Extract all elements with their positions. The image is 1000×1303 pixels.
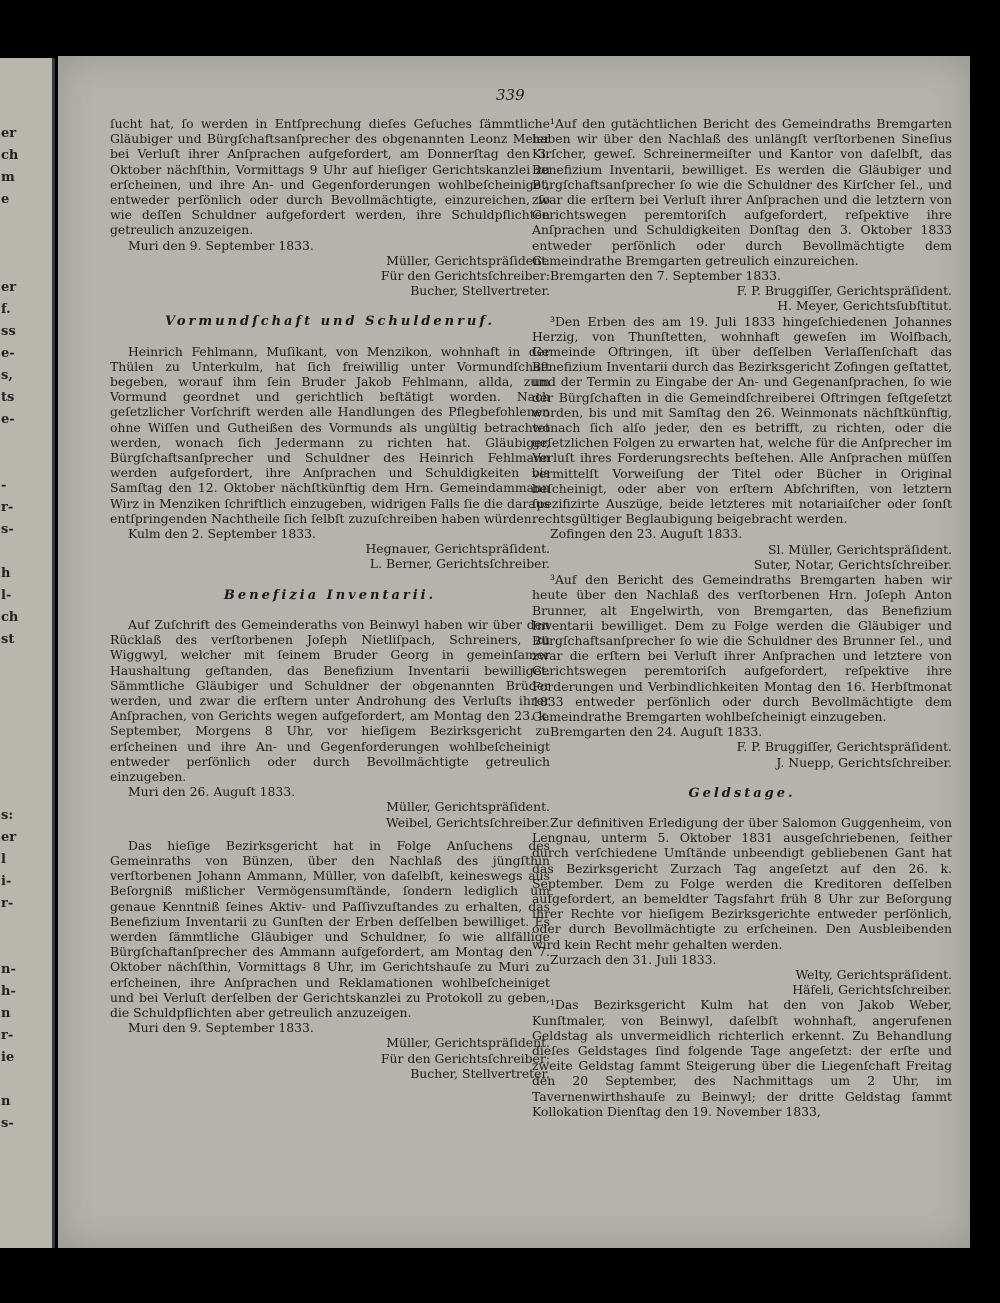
previous-page-fragment: l- (1, 588, 12, 603)
signature: Häfeli, Gerichtsſchreiber. (792, 982, 952, 998)
signature-block (532, 283, 952, 313)
signature-block (532, 967, 952, 997)
section-heading: Benefizia Inventarii. (223, 587, 437, 603)
previous-page-fragment: ts (1, 390, 15, 405)
previous-page-fragment: l (1, 852, 6, 867)
previous-page-fragment: e- (1, 412, 15, 427)
dateline: Bremgarten den 7. September 1833. (550, 268, 781, 284)
previous-page-fragment: r- (1, 500, 14, 515)
previous-page-fragment: er (1, 280, 17, 295)
notice-text: Das hieſige Bezirksgericht hat in Folge Anſuchens des Gemeinraths von Bünzen, über den Nachlaß des jüngſthin verſtorbenen Johann Ammann, Müller, von daſelbſt, keineswegs aus Beſorgniß mißlicher Vermögensumſtände, ſondern lediglich um genaue Kenntniß ſeines Aktiv- und Paſſivzuſtandes zu erhalten, das Benefizium Inventarii zu Gunſten der Erben deſſelben bewilliget. Es werden ſämmtliche Gläubiger und Schuldner, ſo wie allfällige Bürgſchaftanſprecher des Ammann aufgefordert, am Montag den 7. Oktober nächſthin, Vormittags 8 Uhr, im Gerichtshauſe zu Muri zu erſcheinen, ihre Anſprachen und Reklamationen wohlbeſcheiniget und bei Verluſt derſelben der Gerichtskanzlei zu Protokoll zu geben, die Schuldpflichten aber getreulich anzuzeigen. (110, 837, 550, 1020)
page-number: 339 (496, 86, 525, 104)
signature: Hegnauer, Gerichtspräſident. (365, 541, 550, 557)
dateline: Bremgarten den 24. Auguſt 1833. (550, 724, 763, 740)
section-heading: Geldstage. (688, 785, 796, 801)
previous-page-fragment: s: (1, 808, 14, 823)
signature: Suter, Notar, Gerichtsſchreiber. (753, 556, 952, 572)
notice-text: ¹Das Bezirksgericht Kulm hat den von Jakob Weber, Kunſtmaler, von Beinwyl, daſelbſt wohnhaft, angerufenen Geldstag als unvermeidlich richterlich erkennt. Zu Behandlung dieſes Geldstages ſind folgende Tage angeſetzt: der erſte und zweite Geldstag ſammt Steigerung über die Liegenſchaft Freitag den 20 September, des Nachmittags um 2 Uhr, im Tavernenwirthshauſe zu Beinwyl; der dritte Geldstag ſammt Kollokation Dienſtag den 19. November 1833, (532, 997, 952, 1119)
previous-page-fragment: s, (1, 368, 13, 383)
dateline: Muri den 9. September 1833. (128, 237, 314, 253)
signature-block (532, 542, 952, 572)
previous-page-fragment: ch (1, 148, 19, 163)
previous-page-edge (0, 58, 55, 1248)
signature-block (110, 253, 550, 299)
dateline: Zofingen den 23. Auguſt 1833. (550, 526, 743, 542)
previous-page-fragment: n (1, 1006, 11, 1021)
previous-page-fragment: h- (1, 984, 16, 999)
previous-page-fragment: e- (1, 346, 15, 361)
signature: H. Meyer, Gerichtsſubſtitut. (777, 298, 952, 314)
notice-text: ³Den Erben des am 19. Juli 1833 hingeſchiedenen Johannes Herzig, von Thunſtetten, wohnhaft geweſen im Wolfbach, Gemeinde Oftringen, iſt über deſſelben Verlaſſenſchaft das Benefizium Inventarii durch das Bezirksgericht Zofingen geſtattet, und der Termin zu Eingabe der An- und Gegenanſprachen, ſo wie der Bürgſchaften in die Gemeindſchreiberei Oftringen feſtgeſetzt worden, bis und mit Samſtag den 26. Weinmonats nächſtkünftig, wonach ſich alſo jeder, den es betrifft, zu richten, oder die geſetzlichen Folgen zu erwarten hat, welche für die Anſprecher im Verluſt ihres Forderungsrechts beſtehen. Alle Anſprachen müſſen vermittelſt Vorweiſung der Titel oder Bücher in Original beſcheinigt, oder aber von erſtern Abſchriften, von letztern ſpezifizirte Auszüge, beide letzteres mit notariaiſcher oder ſonſt rechtsgültiger Beglaubigung beigebracht werden. (532, 313, 952, 527)
section-heading: Vormundſchaft und Schuldenruf. (164, 314, 496, 330)
notice-text: Auf Zuſchrift des Gemeinderaths von Beinwyl haben wir über den Rücklaß des verſtorbenen Joſeph Nietliſpach, Schreiners, zu Wiggwyl, welcher mit ſeinem Bruder Georg in gemeinſamer Haushaltung geſtanden, das Benefizium Inventarii bewilliget. Sämmtliche Gläubiger und Schuldner der obgenannten Brüder werden, und zwar die erſtern unter Androhung des Verluſts ihrer Anſprachen, von Gerichts wegen aufgefordert, am Montag den 23. k. September, Morgens 8 Uhr, vor hieſigem Bezirksgericht zu erſcheinen und ihre An- und Gegenforderungen wohlbeſcheinigt entweder perſönlich oder durch Bevollmächtigte getreulich einzugeben. (110, 616, 550, 784)
signature: Bucher, Stellvertreter. (410, 1065, 550, 1081)
notice-text: Heinrich Fehlmann, Muſikant, von Menzikon, wohnhaft in der Thülen zu Unterkulm, hat ſich freiwillig unter Vormundſchaft begeben, worauf ihm ſein Bruder Jakob Fehlmann, allda, zum Vormund geordnet und gerichtlich beſtätigt worden. Nach geſetzlicher Vorſchrift werden alle Handlungen des Pflegbefohlenen ohne Wiſſen und Gutheißen des Vormunds als ungültig betrachtet werden, wonach ſich Jedermann zu richten hat. Gläubiger, Bürgſchaftsanſprecher und Schuldner des Heinrich Fehlmann werden aufgefordert, ihre Anſprachen und Schuldigkeiten bis Samſtag den 12. Oktober nächſtkünftig dem Hrn. Gemeindammann Wirz in Menziken ſchriftlich einzugeben, widrigen Falls ſie die daraus entſpringenden Nachtheile ſich ſelbſt zuzuſchreiben haben würden. (110, 343, 550, 526)
notice-text: ³Auf den Bericht des Gemeindraths Bremgarten haben wir heute über den Nachlaß des verſtorbenen Hrn. Joſeph Anton Brunner, alt Engelwirth, von Bremgarten, das Benefizium Inventarii bewilliget. Dem zu Folge werden die Gläubiger und Bürgſchaftsanſprecher ſo wie die Schuldner des Brunner ſel., und zwar die erſtern bei Verluſt ihrer Anſprachen und letztere von Gerichtswegen peremtoriſch aufgefordert, reſpektive ihre Forderungen und Verbindlichkeiten Montag den 16. Herbſtmonat 1833 entweder perſönlich oder durch Bevollmächtigte dem Gemeindrathe Bremgarten wohlbeſcheinigt einzugeben. (532, 572, 952, 724)
signature: Welty, Gerichtspräſident. (795, 966, 952, 982)
previous-page-fragment: ch (1, 610, 19, 625)
signature-block (110, 1035, 550, 1081)
previous-page-fragment: r- (1, 896, 14, 911)
signature: F. P. Bruggiſſer, Gerichtspräſident. (736, 739, 952, 755)
previous-page-fragment: n (1, 1094, 11, 1109)
previous-page-fragment: s- (1, 1116, 14, 1131)
signature: Sl. Müller, Gerichtspräſident. (767, 541, 952, 557)
continuation-text: ſucht hat, ſo werden in Entſprechung dieſes Geſuches ſämmtliche Gläubiger und Bürgſchaftsanſprecher des obgenannten Leonz Meier bei Verluſt ihrer Anſprachen aufgefordert, am Donnerſtag den 3. Oktober nächſthin, Vormittags 9 Uhr auf hieſiger Gerichtskanzlei zu erſcheinen, und ihre An- und Gegenforderungen wohlbeſcheiniget, entweder perſönlich oder durch Bevollmächtigte, einzureichen, ſo wie deſſen Schuldner aufgefordert werden, ihre Schuldpflichten getreulich anzuzeigen. (110, 116, 550, 238)
previous-page-fragment: n- (1, 962, 16, 977)
previous-page-fragment: m (1, 170, 15, 185)
signature: Müller, Gerichtspräſident. (386, 799, 550, 815)
left-column (110, 116, 550, 1081)
signature: Für den Gerichtsſchreiber: (380, 268, 550, 284)
previous-page-fragment: er (1, 126, 17, 141)
dateline: Zurzach den 31. Juli 1833. (550, 951, 717, 967)
signature: Für den Gerichtsſchreiber: (380, 1050, 550, 1066)
dateline: Kulm den 2. September 1833. (128, 526, 316, 542)
signature: L. Berner, Gerichtsſchreiber. (369, 556, 550, 572)
signature-block (110, 541, 550, 571)
signature: Müller, Gerichtspräſident. (386, 1035, 550, 1051)
signature-block (532, 739, 952, 769)
dateline: Muri den 9. September 1833. (128, 1020, 314, 1036)
previous-page-fragment: ie (1, 1050, 15, 1065)
previous-page-fragment: ss (1, 324, 16, 339)
previous-page-fragment: er (1, 830, 17, 845)
previous-page-fragment: r- (1, 1028, 14, 1043)
previous-page-fragment: i- (1, 874, 12, 889)
dateline: Muri den 26. Auguſt 1833. (128, 784, 296, 800)
right-column (532, 116, 952, 1119)
previous-page-fragment: - (1, 478, 7, 493)
previous-page-fragment: e (1, 192, 10, 207)
signature: Müller, Gerichtspräſident. (386, 252, 550, 268)
signature: F. P. Bruggiſſer, Gerichtspräſident. (736, 283, 952, 299)
previous-page-fragment: st (1, 632, 15, 647)
previous-page-fragment: s- (1, 522, 14, 537)
previous-page-fragment: f. (1, 302, 11, 317)
notice-text: Zur definitiven Erledigung der über Salomon Guggenheim, von Lengnau, unterm 5. Oktober 1831 ausgeſchriebenen, ſeither durch verſchiedene Umſtände unbeendigt gebliebenen Gant hat das Bezirksgericht Zurzach Tag angeſetzt auf den 26. k. September. Dem zu Folge werden die Kreditoren deſſelben aufgefordert, an bemeldter Tagsfahrt früh 8 Uhr zur Beſorgung ihrer Rechte vor hieſigem Bezirksgerichte entweder perſönlich, oder durch Bevollmächtigte zu erſcheinen. Den Ausbleibenden wird kein Recht mehr gehalten werden. (532, 814, 952, 952)
signature-block (110, 799, 550, 829)
signature: Bucher, Stellvertreter. (410, 283, 550, 299)
newspaper-page (58, 56, 970, 1248)
previous-page-fragment: h (1, 566, 11, 581)
signature: Weibel, Gerichtsſchreiber. (386, 814, 550, 830)
notice-text: ¹Auf den gutächtlichen Bericht des Gemeindraths Bremgarten haben wir über den Nachlaß des unlängſt verſtorbenen Sineſius Kirſcher, geweſ. Schreinermeiſter und Kantor von daſelbſt, das Benefizium Inventarii, bewilliget. Es werden die Gläubiger und Bürgſchaftsanſprecher ſo wie die Schuldner des Kirſcher ſel., und zwar die erſtern bei Verluſt ihrer Anſprachen und die letztern von Gerichtswegen peremtoriſch aufgefordert, reſpektive ihre Anſprachen und Schuldigkeiten Donſtag den 3. Oktober 1833 entweder perſönlich oder durch Bevollmächtigte dem Gemeindrathe Bremgarten getreulich einzureichen. (532, 116, 952, 268)
signature: J. Nuepp, Gerichtsſchreiber. (776, 754, 952, 770)
